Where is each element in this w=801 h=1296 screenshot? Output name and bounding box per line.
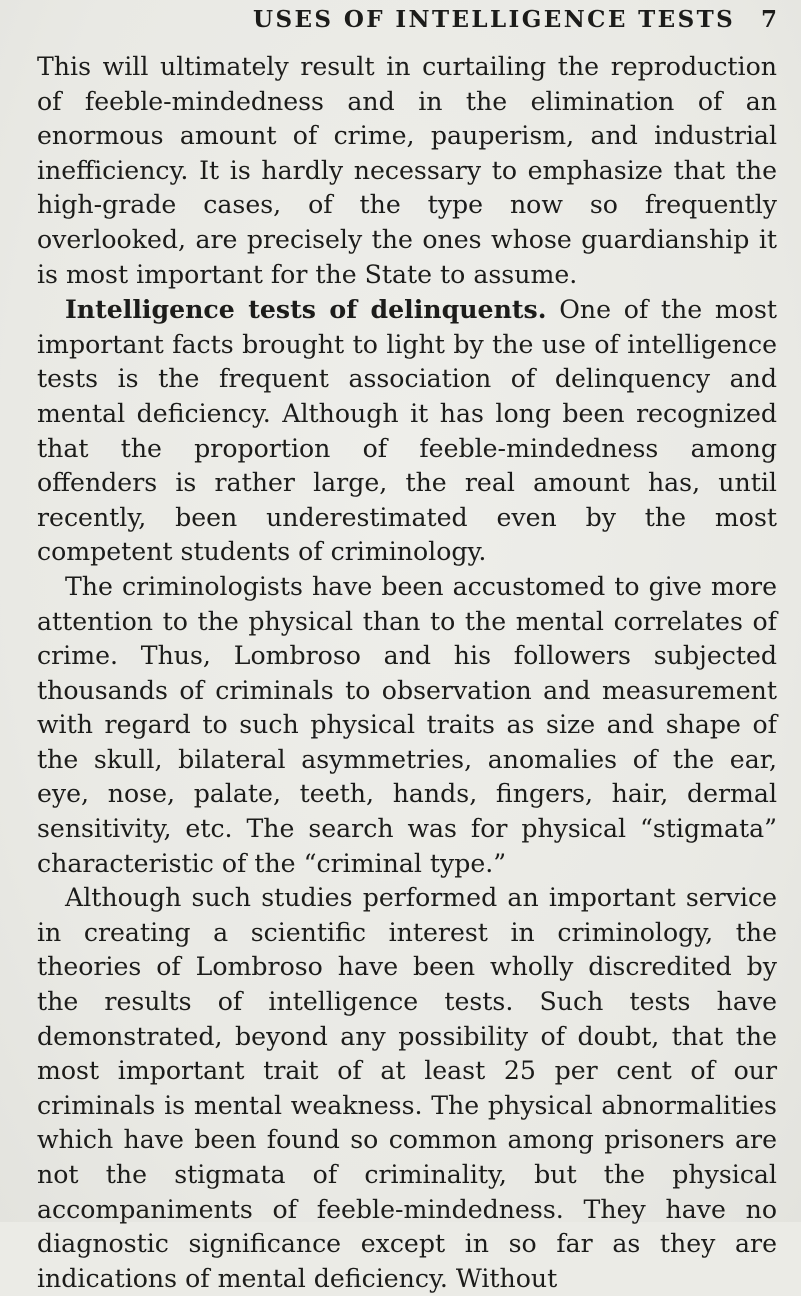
paragraph-1-text: This will ultimately result in curtailing the reproduction of feeble-mindedness and in the elimination of an enormous amount of crime, pauperism, and industrial inefficiency. It is hardly necessary to emphasize that the high-grade cases, of the type now so frequently overlooked, are precisely the ones whose guardianship it is most important for the State to assume.: [37, 52, 777, 289]
page-number: 7: [761, 6, 778, 33]
paragraph-3: [37, 570, 777, 881]
paragraph-2: [37, 292, 777, 570]
running-title: USES OF INTELLIGENCE TESTS: [253, 6, 736, 33]
section-heading: Intelligence tests of delinquents.: [65, 294, 547, 325]
body-text: [37, 50, 777, 1296]
paragraph-1: [37, 50, 777, 292]
paragraph-2-text: One of the most important facts brought to light by the use of intelligence tests is the frequent association of delinquency and mental deficiency. Although it has long been recognized that the proportion of feeble-mindedness among offenders is rather large, the real amount has, until recently, been underestimated even by the most competent students of criminology.: [37, 295, 777, 567]
paragraph-4: [37, 881, 777, 1296]
running-head: [0, 6, 801, 40]
paragraph-4-text: Although such studies performed an important service in creating a scientific interest in criminology, the theories of Lombroso have been wholly discredited by the results of intelligence tests. Such tests have demonstrated, beyond any possibility of doubt, that the most important trait of at least 25 per cent of our criminals is mental weakness. The physical abnormalities which have been found so common among prisoners are not the stigmata of criminality, but the physical accompaniments of feeble-mindedness. They have no diagnostic significance except in so far as they are indications of mental deficiency. Without: [37, 883, 777, 1293]
paragraph-3-text: The criminologists have been accustomed to give more attention to the physical than to the mental correlates of crime. Thus, Lombroso and his followers subjected thousands of criminals to observation and measurement with regard to such physical traits as size and shape of the skull, bilateral asymmetries, anomalies of the ear, eye, nose, palate, teeth, hands, fingers, hair, dermal sensitivity, etc. The search was for physical “stigmata” characteristic of the “criminal type.”: [37, 571, 777, 878]
